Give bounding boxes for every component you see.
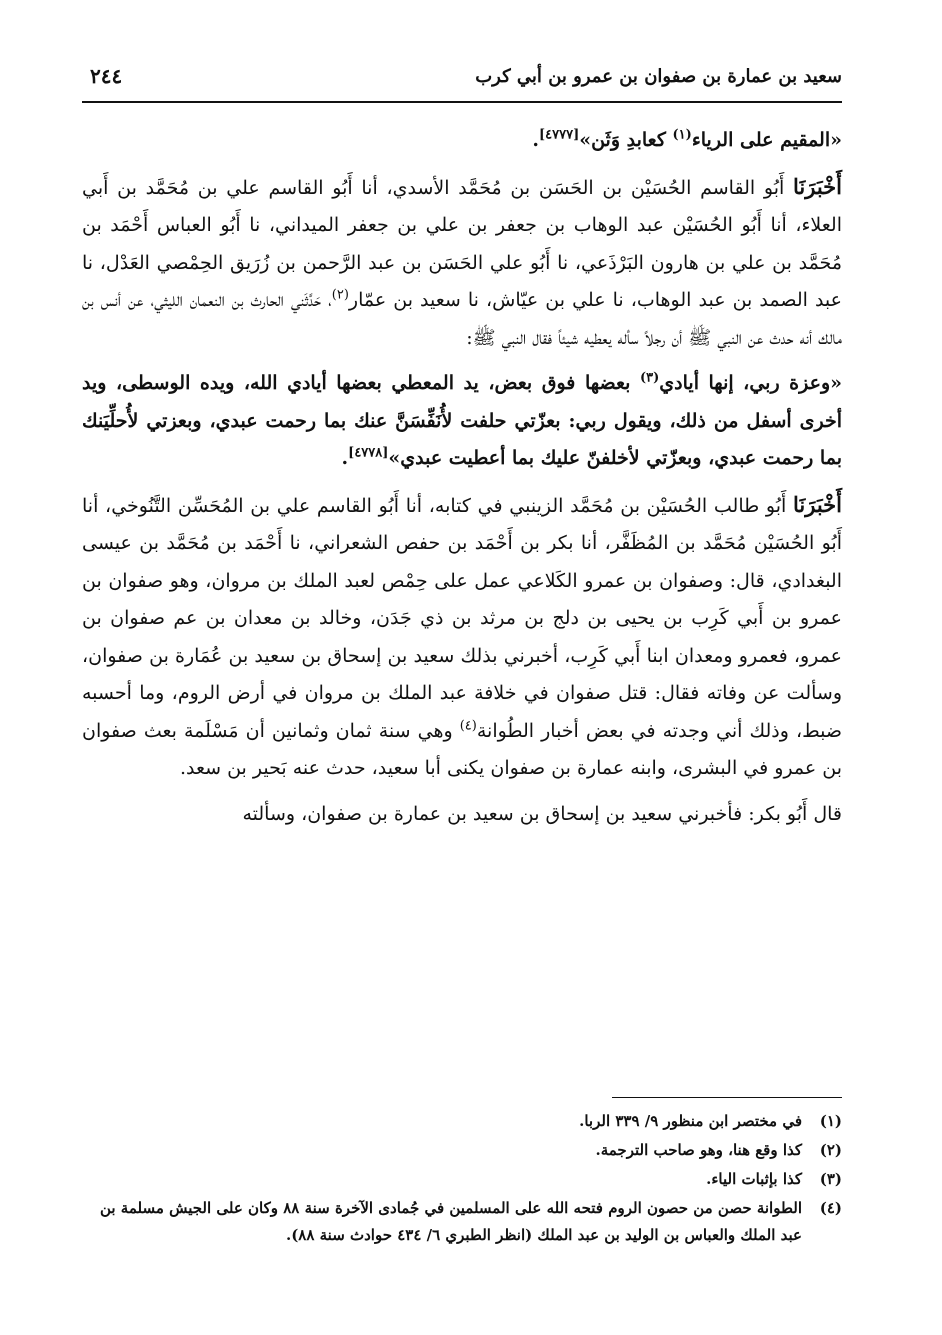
hadith-number: [٤٧٧٨]: [348, 445, 389, 461]
footnote-marker: (٤): [459, 718, 477, 734]
hadith-text: «وعزة ربي، إنها أيادي: [659, 372, 842, 394]
header-title: سعيد بن عمارة بن صفوان بن عمرو بن أبي كرب: [475, 66, 842, 87]
footnote-number: (٤): [819, 1199, 842, 1217]
footnote-item: [82, 1166, 842, 1193]
footnote-number: (٣): [819, 1170, 842, 1188]
hadith-text-end: كعابدِ وَثَن»: [579, 129, 673, 151]
header-divider: [82, 101, 842, 103]
footnote-marker: (٢): [331, 287, 349, 303]
footnote-text: كذا بإثبات الياء.: [706, 1170, 802, 1188]
paragraph-hadith-1: [82, 122, 842, 160]
footnote-number: (١): [819, 1112, 842, 1130]
akhbarana-lead: أَخْبَرَنَا: [793, 173, 842, 199]
footnote-marker: (٣): [639, 370, 660, 386]
footnote-text: الطوانة حصن من حصون الروم فتحه الله على المسلمين في جُمادى الآخرة سنة ٨٨ وكان على الجيش مسلمة بن عبد الملك والعباس بن الوليد بن عبد الملك (انظر الطبري ٦/ ٤٣٤ حوادث سنة ٨٨).: [99, 1199, 802, 1244]
footnote-item: [82, 1195, 842, 1249]
paragraph-hadith-2: [82, 365, 842, 478]
paragraph-continuation: [82, 796, 842, 834]
isnad-text: أَبُو القاسم الحُسَيْن بن الحَسَن بن مُحَمَّد الأسدي، أنا أَبُو القاسم علي بن مُحَمَّد بن أَبي العلاء، أنا أَبُو الحُسَيْن عبد الوهاب بن جعفر بن علي بن جعفر الميداني، نا أَبُو العباس أَحْمَد بن مُحَمَّد بن علي بن هارون البَرْذَعي، نا أَبُو علي الحَسَن بن عبد الرَّحمن بن زُرَيق الحِمْصي العَدْل، نا عبد الصمد بن عبد الوهاب، نا علي بن عيّاش، نا سعيد بن عمّار: [82, 176, 842, 311]
paragraph-isnad-2: [82, 486, 842, 788]
footnote-divider: [612, 1097, 842, 1098]
period: .: [532, 129, 539, 151]
footnote-text: في مختصر ابن منظور ٩/ ٣٣٩ الربا.: [579, 1112, 802, 1130]
footnote-item: [82, 1137, 842, 1164]
hadith-text: «المقيم على الرياء: [691, 129, 842, 151]
footnote-marker: (١): [672, 127, 692, 143]
akhbarana-lead: أَخْبَرَنَا: [793, 491, 842, 517]
footnote-item: [82, 1108, 842, 1135]
continuation-text: قال أَبُو بكر: فأخبرني سعيد بن إسحاق بن سعيد بن عمارة بن صفوان، وسألته: [242, 802, 842, 825]
period: .: [341, 447, 349, 469]
isnad-text-end: وهي سنة ثمان وثمانين أن مَسْلَمة بعث صفوان بن عمرو في البشرى، وابنه عمارة بن صفوان يكنى أبا سعيد، حدث عنه بَحير بن سعد.: [82, 719, 842, 779]
paragraph-isnad-1: [82, 168, 842, 358]
hadith-text-end: بعضها فوق بعض، يد المعطي بعضها أيادي الله، ويده الوسطى، ويد أخرى أسفل من ذلك، ويقول ربي: بعزّتي حلفت لأُنَفِّسَنَّ عنك بما رحمت عبدي، وبعزتي لأُحلِّيَنك بما رحمت عبدي، وبعزّتي لأخلفنّ عليك بما أعطيت عبدي»: [82, 372, 842, 469]
isnad-text: أَبُو طالب الحُسَيْن بن مُحَمَّد الزينبي في كتابه، أنا أَبُو القاسم علي بن المُحَسِّن التَّنُوخي، أنا أَبُو الحُسَيْن مُحَمَّد بن المُظَفَّر، أنا بكر بن أَحْمَد بن حفص الشعراني، نا أَحْمَد بن مُحَمَّد بن عيسى البغدادي، قال: وصفوان بن عمرو الكَلاعي عمل على حِمْص لعبد الملك بن مروان، وهو صفوان بن عمرو بن أَبي كَرِب بن يحيى بن دلج بن مرثد بن ذي جَدَن، وخالد بن معدان بن عم صفوان بن عمرو، فعمرو ومعدان ابنا أَبي كَرِب، أخبرني بذلك سعيد بن إسحاق بن سعيد بن عُمَارة بن صفوان، وسألت عن وفاته فقال: قتل صفوان في خلافة عبد الملك بن مروان في أرض الروم، وما أحسبه ضبط، وذلك أني وجدته في بعض أخبار الطُوانة: [82, 494, 842, 742]
isnad-text-end: ، حَدَّثَني الحارث بن النعمان الليثي، عن أنس بن مالك أنه حدث عن النبي ﷺ أن رجلاً سأله يعطيه شيئاً فقال النبي ﷺ:: [82, 289, 842, 349]
running-header: [82, 62, 842, 98]
main-text: [82, 122, 842, 841]
footnotes: [82, 1108, 842, 1251]
page-number: ٢٤٤: [90, 64, 123, 88]
footnote-text: كذا وقع هنا، وهو صاحب الترجمة.: [595, 1141, 802, 1159]
hadith-number: [٤٧٧٧]: [538, 127, 580, 143]
footnote-number: (٢): [819, 1141, 842, 1159]
